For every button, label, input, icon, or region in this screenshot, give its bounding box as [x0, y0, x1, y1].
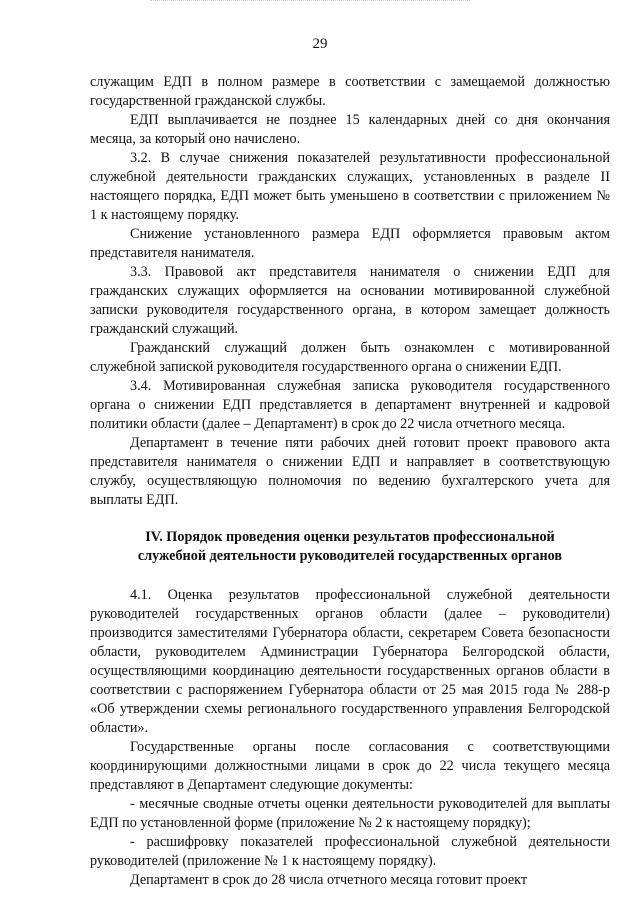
document-body [90, 73, 610, 890]
scan-marks [150, 0, 470, 5]
paragraph-reduction-act: Снижение установленного размера ЕДП оформляется правовым актом представителя нанимателя. [90, 226, 610, 261]
paragraph-continuation: служащим ЕДП в полном размере в соответствии с замещаемой должностью государственной гражданской службы. [90, 74, 610, 109]
paragraph-familiarization: Гражданский служащий должен быть ознакомлен с мотивированной служебной запиской руководителя государственного органа о снижении ЕДП. [90, 340, 610, 375]
list-item-monthly-reports: - месячные сводные отчеты оценки деятельности руководителей для выплаты ЕДП по установленной форме (приложение № 2 к настоящему порядку); [90, 796, 610, 831]
list-item-indicator-breakdown: - расшифровку показателей профессиональной служебной деятельности руководителей (приложение № 1 к настоящему порядку). [90, 834, 610, 869]
section-heading-iv [90, 528, 610, 566]
paragraph-3-2: 3.2. В случае снижения показателей результативности профессиональной служебной деятельности гражданских служащих, установленных в разделе II настоящего порядка, ЕДП может быть уменьшено в соответствии с приложением № 1 к настоящему порядку. [90, 150, 610, 223]
page-number: 29 [312, 36, 328, 52]
section-heading-line-1: IV. Порядок проведения оценки результатов профессиональной [145, 529, 555, 545]
paragraph-payment-deadline: ЕДП выплачивается не позднее 15 календарных дней со дня окончания месяца, за который оно начислено. [90, 112, 610, 147]
paragraph-submission-documents: Государственные органы после согласования с соответствующими координирующими должностными лицами в срок до 22 числа текущего месяца представляют в Департамент следующие документы: [90, 739, 610, 793]
paragraph-4-1: 4.1. Оценка результатов профессиональной служебной деятельности руководителей государственных органов области (далее – руководители) производится заместителями Губернатора области, секретарем Совета безопасности области, руководителем Администрации Губернатора Белгородской области, осуществляющими координацию деятельности государственных органов области в соответствии с распоряжением Губернатора области от 25 мая 2015 года № 288-р «Об утверждении схемы регионального государственного управления Белгородской области». [90, 587, 610, 736]
section-heading-line-2: служебной деятельности руководителей государственных органов [137, 548, 563, 564]
paragraph-3-4: 3.4. Мотивированная служебная записка руководителя государственного органа о снижении ЕДП представляется в департамент внутренней и кадровой политики области (далее – Департамент) в срок до 22 числа отчетного месяца. [90, 378, 610, 432]
paragraph-department-draft: Департамент в течение пяти рабочих дней готовит проект правового акта представителя нанимателя о снижении ЕДП и направляет в соответствующую службу, осуществляющую полномочия по ведению бухгалтерского учета для выплаты ЕДП. [90, 435, 610, 508]
paragraph-department-deadline: Департамент в срок до 28 числа отчетного месяца готовит проект [130, 872, 528, 888]
paragraph-3-3: 3.3. Правовой акт представителя нанимателя о снижении ЕДП для гражданских служащих оформляется на основании мотивированной служебной записки руководителя государственного органа, в котором замещает должность гражданский служащий. [90, 264, 610, 337]
